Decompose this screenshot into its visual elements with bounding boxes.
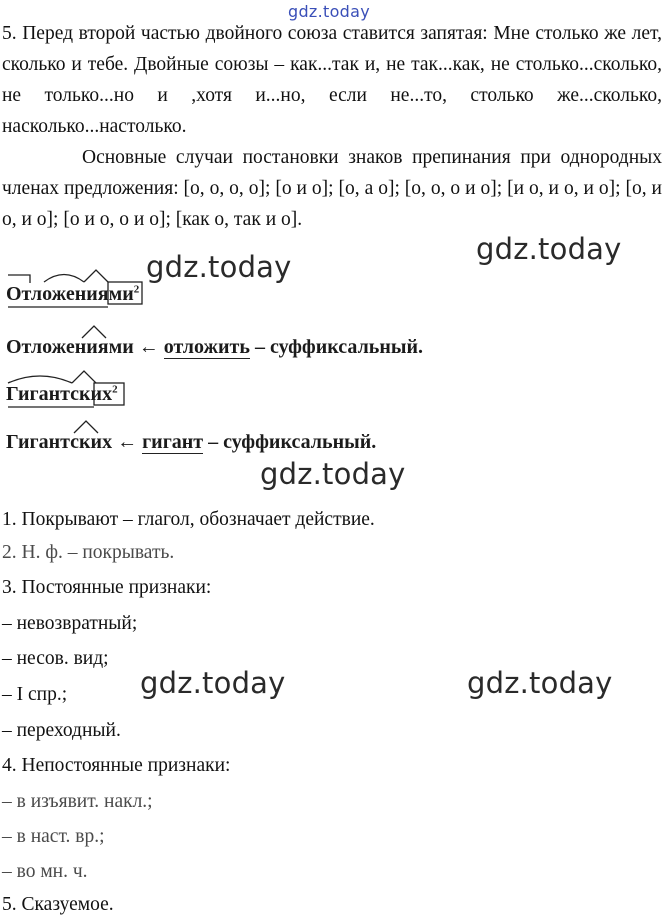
analysis-line: – в наст. вр.; [2, 826, 105, 847]
paragraph-punctuation-text: Основные случаи постановки знаков препинания при однородных членах предложения: [о, о, о, о]; [о и о]; [о, а о]; [о, о, о и о]; [и о, и о, и о]; [о, и о, и о]; [о и о, о и о]; [как о, так и о]. [2, 147, 662, 230]
watermark: gdz.today [476, 232, 622, 266]
suffix-caret-icon [76, 322, 116, 342]
derivation-word: Отложениями [6, 336, 134, 358]
morpheme-parse-word2 [6, 383, 118, 406]
watermark-top: gdz.today [288, 2, 370, 21]
paragraph-double-conjunctions: 5. Перед второй частью двойного союза ставится запятая: Мне столько же лет, сколько и тебе. Двойные союзы – как...так и, не так...как, не столько...сколько, не только...но и ,хотя и...но, если не...то, столько же...сколько, насколько...настолько. [2, 23, 662, 137]
analysis-line: – в изъявит. накл.; [2, 791, 153, 812]
morpheme-parse-word1 [6, 283, 139, 306]
suffix-caret-icon [68, 417, 108, 437]
derivation-base: гигант [142, 431, 204, 453]
derivation-row-2 [6, 431, 376, 454]
paragraph-punctuation-cases [2, 142, 662, 235]
derivation-type: – суффиксальный. [254, 336, 424, 358]
analysis-line: – переходный. [2, 720, 121, 741]
derivation-type: – суффиксальный. [208, 431, 377, 453]
analysis-line: 5. Сказуемое. [2, 894, 114, 915]
morpheme-word: Гигантских [6, 383, 113, 405]
morpheme-superscript: 2 [112, 383, 118, 396]
morpheme-marks [6, 369, 146, 409]
watermark: gdz.today [140, 666, 286, 700]
morpheme-marks [6, 265, 156, 305]
arrow-left-icon: ← [117, 431, 138, 453]
derivation-word: Гигантских [6, 431, 113, 453]
analysis-line: 4. Непостоянные признаки: [2, 755, 231, 776]
analysis-line: 3. Постоянные признаки: [2, 577, 212, 598]
analysis-line: 1. Покрывают – глагол, обозначает действие. [2, 509, 375, 530]
analysis-line: – несов. вид; [2, 648, 109, 669]
analysis-line: – во мн. ч. [2, 861, 88, 882]
derivation-base: отложить [163, 336, 250, 358]
derivation-row-1 [6, 336, 423, 359]
arrow-left-icon: ← [138, 336, 159, 358]
analysis-line: – I спр.; [2, 684, 68, 705]
analysis-line: – невозвратный; [2, 613, 138, 634]
watermark: gdz.today [260, 457, 406, 491]
morpheme-superscript: 2 [133, 283, 140, 296]
watermark: gdz.today [467, 666, 613, 700]
analysis-line: 2. Н. ф. – покрывать. [2, 542, 175, 563]
watermark: gdz.today [146, 250, 292, 284]
morpheme-word: Отложениями [6, 283, 134, 305]
